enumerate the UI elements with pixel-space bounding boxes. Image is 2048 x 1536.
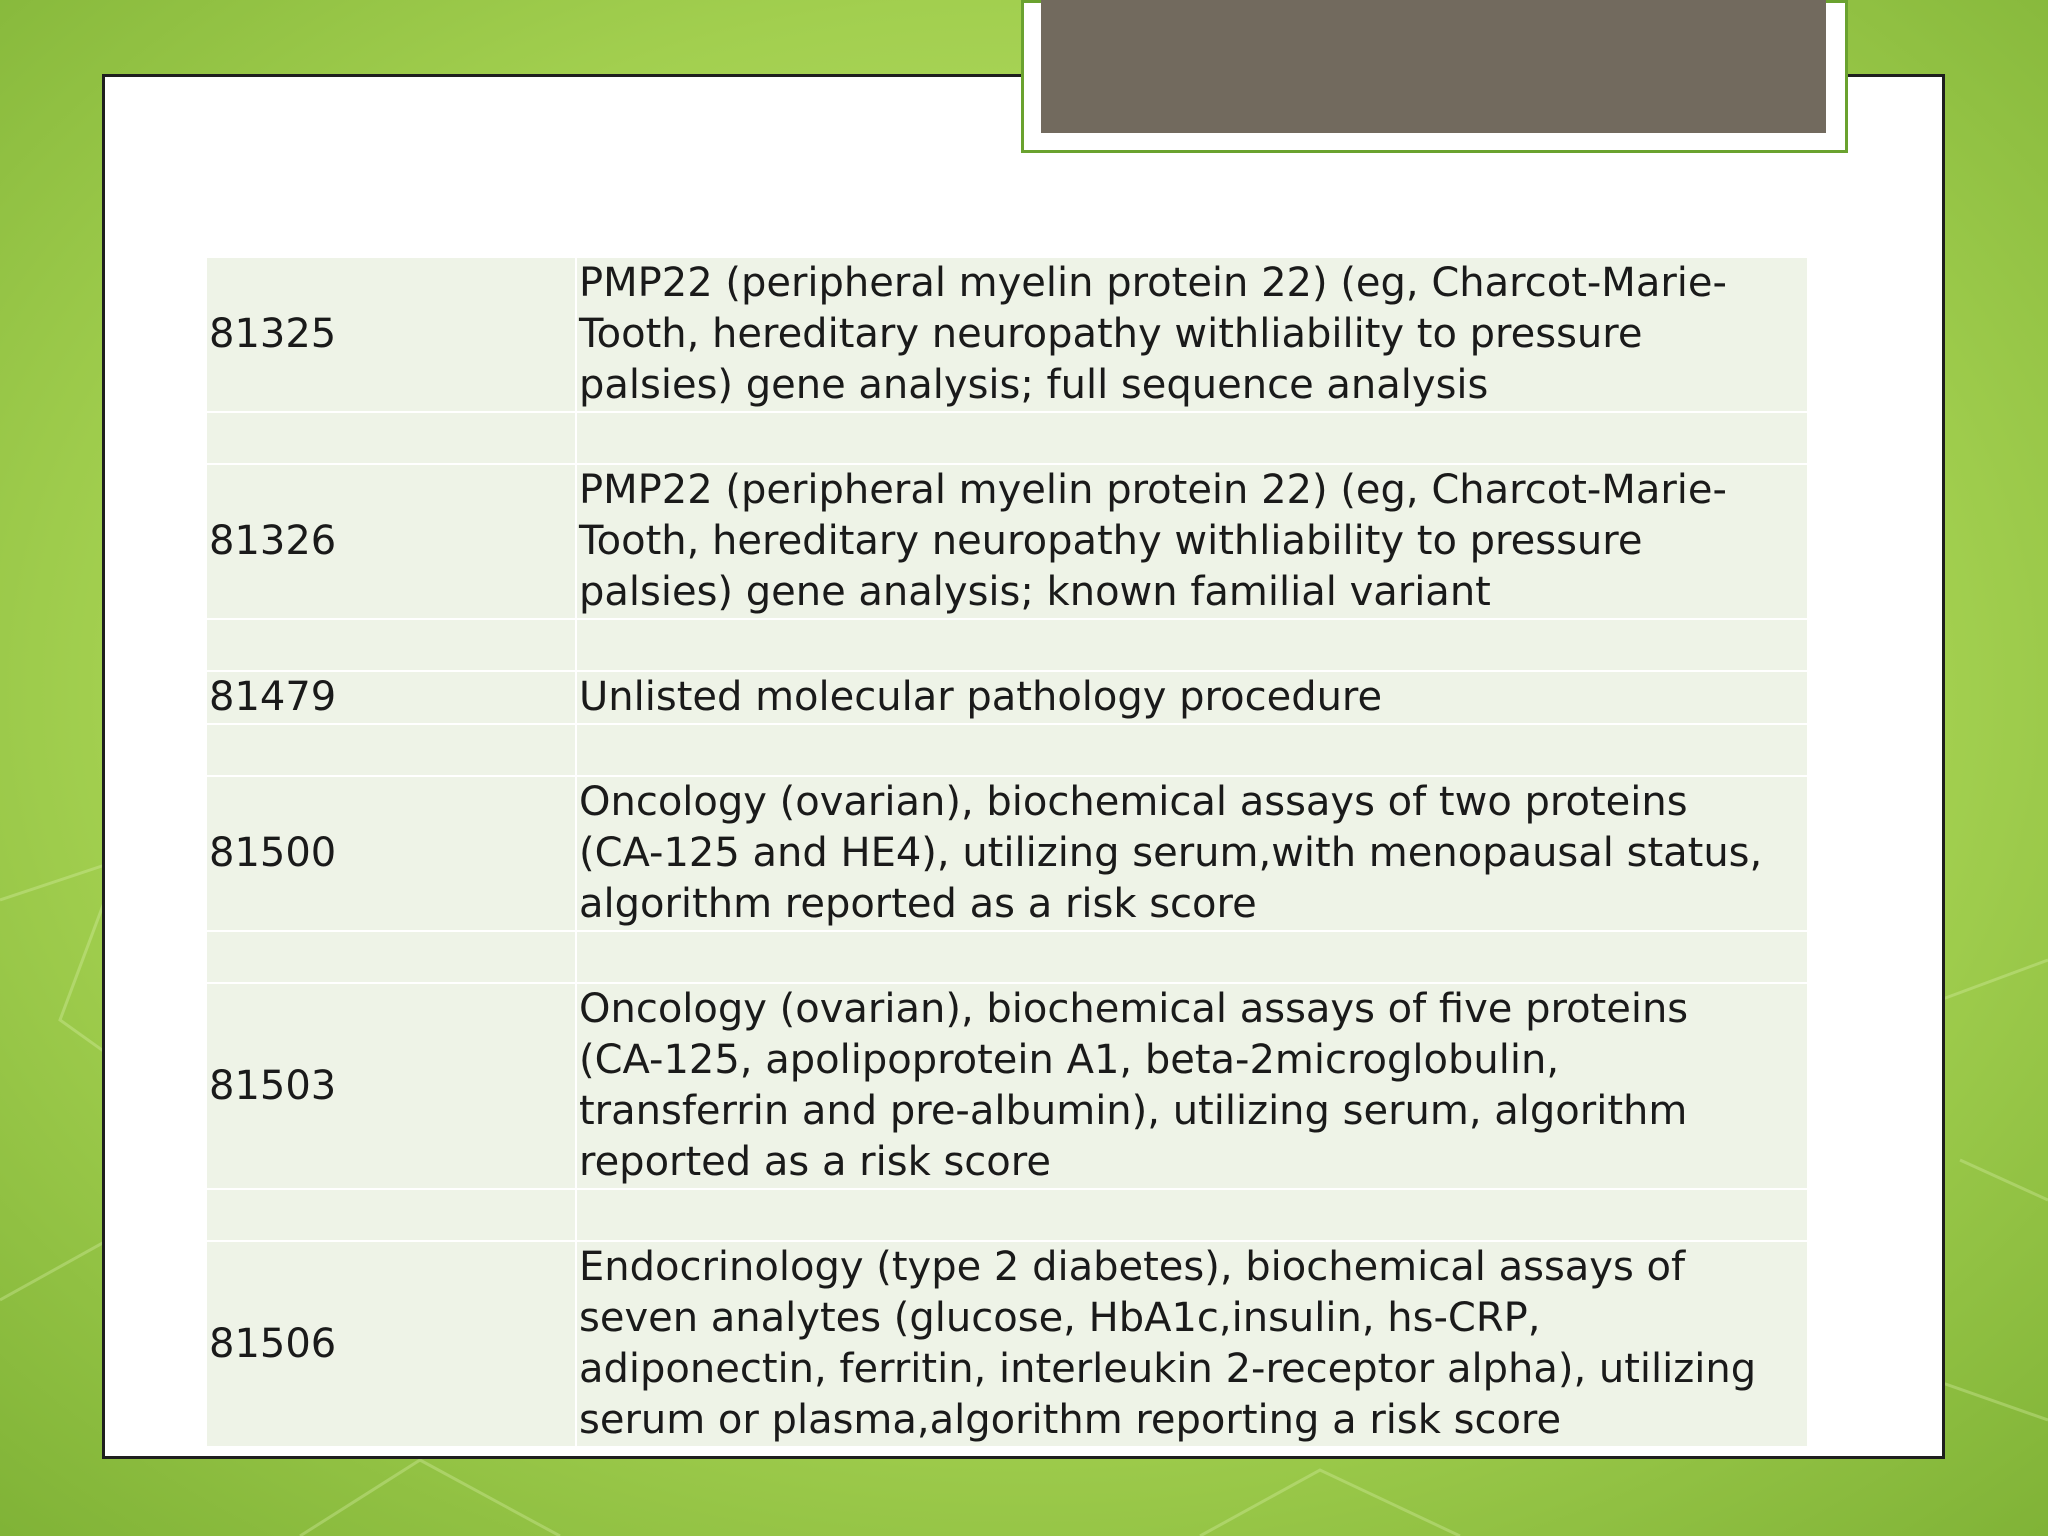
spacer-row (206, 931, 1808, 983)
table-row (206, 983, 1808, 1189)
table-row (206, 671, 1808, 724)
description-line: Oncology (ovarian), biochemical assays of five proteins (579, 986, 1689, 1032)
description-line: serum or plasma,algorithm reporting a risk score (579, 1397, 1562, 1443)
spacer-row (206, 412, 1808, 464)
title-box (1041, 0, 1826, 133)
empty-cell (576, 412, 1808, 464)
table-row (206, 1241, 1808, 1447)
cpt-code-table (205, 256, 1809, 1448)
code-cell: 81479 (206, 671, 576, 724)
empty-cell (206, 412, 576, 464)
description-line: PMP22 (peripheral myelin protein 22) (eg, Charcot-Marie- (579, 260, 1727, 306)
empty-cell (206, 1189, 576, 1241)
code-cell: 81503 (206, 983, 576, 1189)
description-cell (576, 671, 1808, 724)
code-cell: 81506 (206, 1241, 576, 1447)
description-line: PMP22 (peripheral myelin protein 22) (eg, Charcot-Marie- (579, 467, 1727, 513)
empty-cell (576, 724, 1808, 776)
description-line: Unlisted molecular pathology procedure (579, 674, 1383, 720)
code-cell: 81500 (206, 776, 576, 931)
description-cell (576, 1241, 1808, 1447)
empty-cell (206, 724, 576, 776)
description-line: algorithm reported as a risk score (579, 881, 1257, 927)
description-line: seven analytes (glucose, HbA1c,insulin, hs-CRP, (579, 1295, 1541, 1341)
empty-cell (206, 619, 576, 671)
table-row (206, 257, 1808, 412)
description-line: Tooth, hereditary neuropathy withliability to pressure (579, 311, 1643, 357)
description-line: reported as a risk score (579, 1139, 1051, 1185)
code-cell: 81326 (206, 464, 576, 619)
description-line: palsies) gene analysis; full sequence analysis (579, 362, 1489, 408)
code-cell: 81325 (206, 257, 576, 412)
description-cell (576, 983, 1808, 1189)
description-cell (576, 257, 1808, 412)
empty-cell (206, 931, 576, 983)
empty-cell (576, 1189, 1808, 1241)
description-line: Tooth, hereditary neuropathy withliability to pressure (579, 518, 1643, 564)
description-line: transferrin and pre-albumin), utilizing serum, algorithm (579, 1088, 1688, 1134)
description-line: (CA-125, apolipoprotein A1, beta-2microglobulin, (579, 1037, 1560, 1083)
description-cell (576, 464, 1808, 619)
empty-cell (576, 619, 1808, 671)
description-cell (576, 776, 1808, 931)
description-line: Oncology (ovarian), biochemical assays of two proteins (579, 779, 1688, 825)
table-row (206, 776, 1808, 931)
description-line: Endocrinology (type 2 diabetes), biochemical assays of (579, 1244, 1686, 1290)
description-line: adiponectin, ferritin, interleukin 2-receptor alpha), utilizing (579, 1346, 1757, 1392)
table-row (206, 464, 1808, 619)
description-line: palsies) gene analysis; known familial variant (579, 569, 1491, 615)
description-line: (CA-125 and HE4), utilizing serum,with menopausal status, (579, 830, 1763, 876)
spacer-row (206, 619, 1808, 671)
empty-cell (576, 931, 1808, 983)
spacer-row (206, 724, 1808, 776)
spacer-row (206, 1189, 1808, 1241)
